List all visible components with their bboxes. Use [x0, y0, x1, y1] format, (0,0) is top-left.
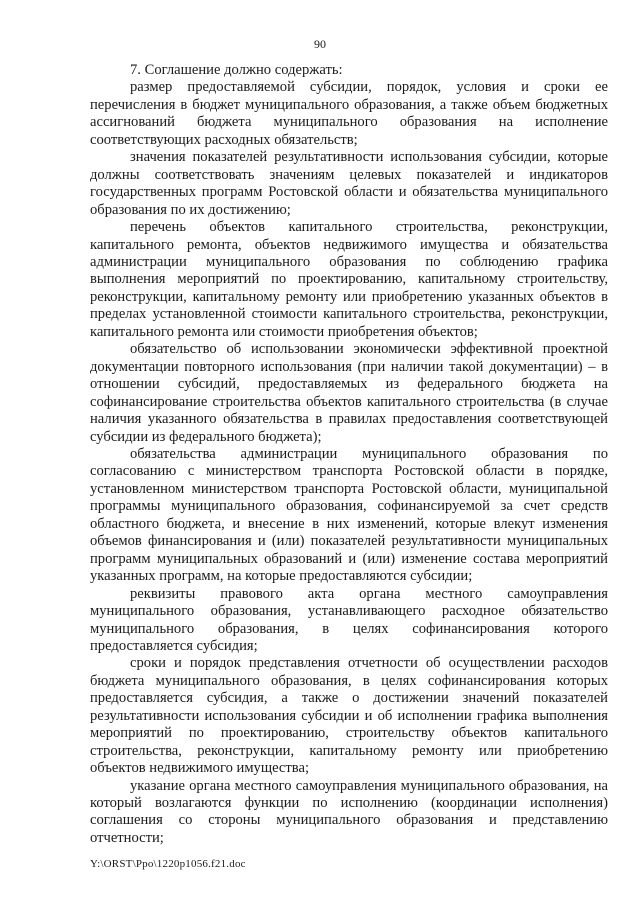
document-body [90, 62, 608, 847]
paragraph-performance-indicators: значения показателей результативности использования субсидии, которые должны соответствовать значениям целевых показателей и индикаторов государственных программ Ростовской области и обязательства муниципального образования по их достижению; [90, 149, 608, 218]
paragraph-reporting: сроки и порядок представления отчетности об осуществлении расходов бюджета муниципального образования, в целях софинансирования которых предоставляется субсидия, а также о достижении значений показателей результативности использования субсидии и об исполнении графика выполнения мероприятий по проектированию, строительству объектов капитального строительства, реконструкции, капитальному ремонту или приобретению объектов недвижимого имущества; [90, 655, 608, 777]
paragraph-program-approval: обязательства администрации муниципального образования по согласованию с министерством транспорта Ростовской области в порядке, установленном министерством транспорта Ростовской области, муниципальной программы муниципального образования, софинансируемой за счет средств областного бюджета, и внесение в них изменений, которые влекут изменения объемов финансирования и (или) показателей результативности муниципальных программ муниципальных образований и (или) изменение состава мероприятий указанных программ, на которые предоставляются субсидии; [90, 445, 608, 585]
section-heading: 7. Соглашение должно содержать: [130, 62, 343, 78]
paragraph-objects-list: перечень объектов капитального строительства, реконструкции, капитального ремонта, объектов недвижимого имущества и обязательства администрации муниципального образования по соблюдению графика выполнения мероприятий по проектированию, капитальному строительству, реконструкции, капитальному ремонту или приобретению указанных объектов в пределах установленной стоимости капитального строительства, реконструкции, капитального ремонта или стоимости приобретения объектов; [90, 219, 608, 340]
paragraph-subsidy-size: размер предоставляемой субсидии, порядок, условия и сроки ее перечисления в бюджет муниципального образования, а также объем бюджетных ассигнований бюджета муниципального образования на исполнение соответствующих расходных обязательств; [90, 79, 608, 148]
paragraph-project-documentation: обязательство об использовании экономически эффективной проектной документации повторного использования (при наличии такой документации) – в отношении субсидий, предоставляемых из федерального бюджета на софинансирование строительства объектов капитального строительства (в случае наличия указанного обязательства в правилах предоставления соответствующей субсидии из федерального бюджета); [90, 341, 608, 445]
footer-file-path: Y:\ORST\Ppo\1220p1056.f21.doc [90, 858, 246, 870]
paragraph-responsible-body: указание органа местного самоуправления муниципального образования, на который возлагаются функции по исполнению (координации исполнения) соглашения со стороны муниципального образования и представлению отчетности; [90, 777, 608, 846]
page-number: 90 [314, 37, 326, 51]
paragraph-legal-act-details: реквизиты правового акта органа местного самоуправления муниципального образования, устанавливающего расходное обязательство муниципального образования, в целях софинансирования которого предоставляется субсидия; [90, 585, 608, 654]
